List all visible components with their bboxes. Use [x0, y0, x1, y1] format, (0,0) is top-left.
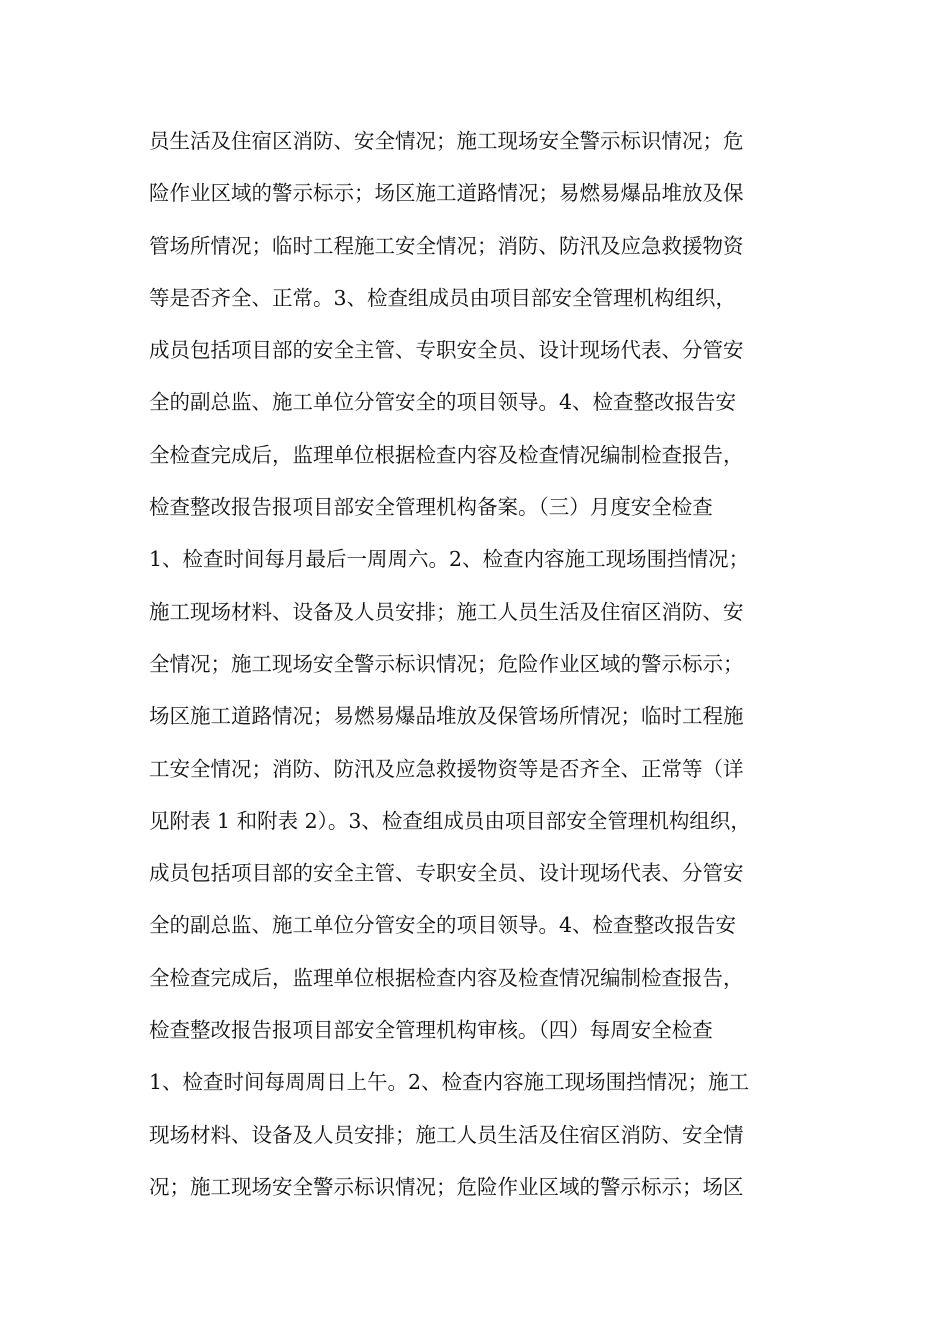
text-line: 检查整改报告报项目部安全管理机构备案。（三）月度安全检查 — [149, 495, 713, 520]
text-line: 全检查完成后，监理单位根据检查内容及检查情况编制检查报告， — [149, 965, 744, 990]
text-line: 1、检查时间每月最后一周周六。2、检查内容施工现场围挡情况； — [149, 547, 750, 572]
text-line: 检查整改报告报项目部安全管理机构审核。（四）每周安全检查 — [149, 1018, 713, 1043]
text-line: 成员包括项目部的安全主管、专职安全员、设计现场代表、分管安 — [149, 861, 744, 886]
text-line: 全的副总监、施工单位分管安全的项目领导。4、检查整改报告安 — [149, 390, 737, 415]
text-line: 工安全情况；消防、防汛及应急救援物资等是否齐全、正常等（详 — [149, 756, 744, 781]
text-line: 险作业区域的警示标示；场区施工道路情况；易燃易爆品堆放及保 — [149, 181, 744, 206]
text-line: 况；施工现场安全警示标识情况；危险作业区域的警示标示；场区 — [149, 1174, 744, 1199]
text-line: 成员包括项目部的安全主管、专职安全员、设计现场代表、分管安 — [149, 338, 744, 363]
text-line: 见附表 1 和附表 2）。3、检查组成员由项目部安全管理机构组织， — [149, 808, 751, 833]
text-line: 员生活及住宿区消防、安全情况；施工现场安全警示标识情况；危 — [149, 129, 744, 153]
body-text — [149, 118, 801, 1216]
text-line: 管场所情况；临时工程施工安全情况；消防、防汛及应急救援物资 — [149, 233, 744, 258]
text-line: 等是否齐全、正常。3、检查组成员由项目部安全管理机构组织， — [149, 285, 737, 310]
text-line: 施工现场材料、设备及人员安排；施工人员生活及住宿区消防、安 — [149, 599, 744, 624]
text-line: 全检查完成后，监理单位根据检查内容及检查情况编制检查报告， — [149, 442, 744, 467]
text-line: 全的副总监、施工单位分管安全的项目领导。4、检查整改报告安 — [149, 913, 737, 938]
text-line: 1、检查时间每周周日上午。2、检查内容施工现场围挡情况；施工 — [149, 1070, 750, 1095]
text-line: 现场材料、设备及人员安排；施工人员生活及住宿区消防、安全情 — [149, 1122, 744, 1147]
text-line: 场区施工道路情况；易燃易爆品堆放及保管场所情况；临时工程施 — [149, 704, 744, 729]
text-line: 全情况；施工现场安全警示标识情况；危险作业区域的警示标示； — [149, 651, 744, 676]
